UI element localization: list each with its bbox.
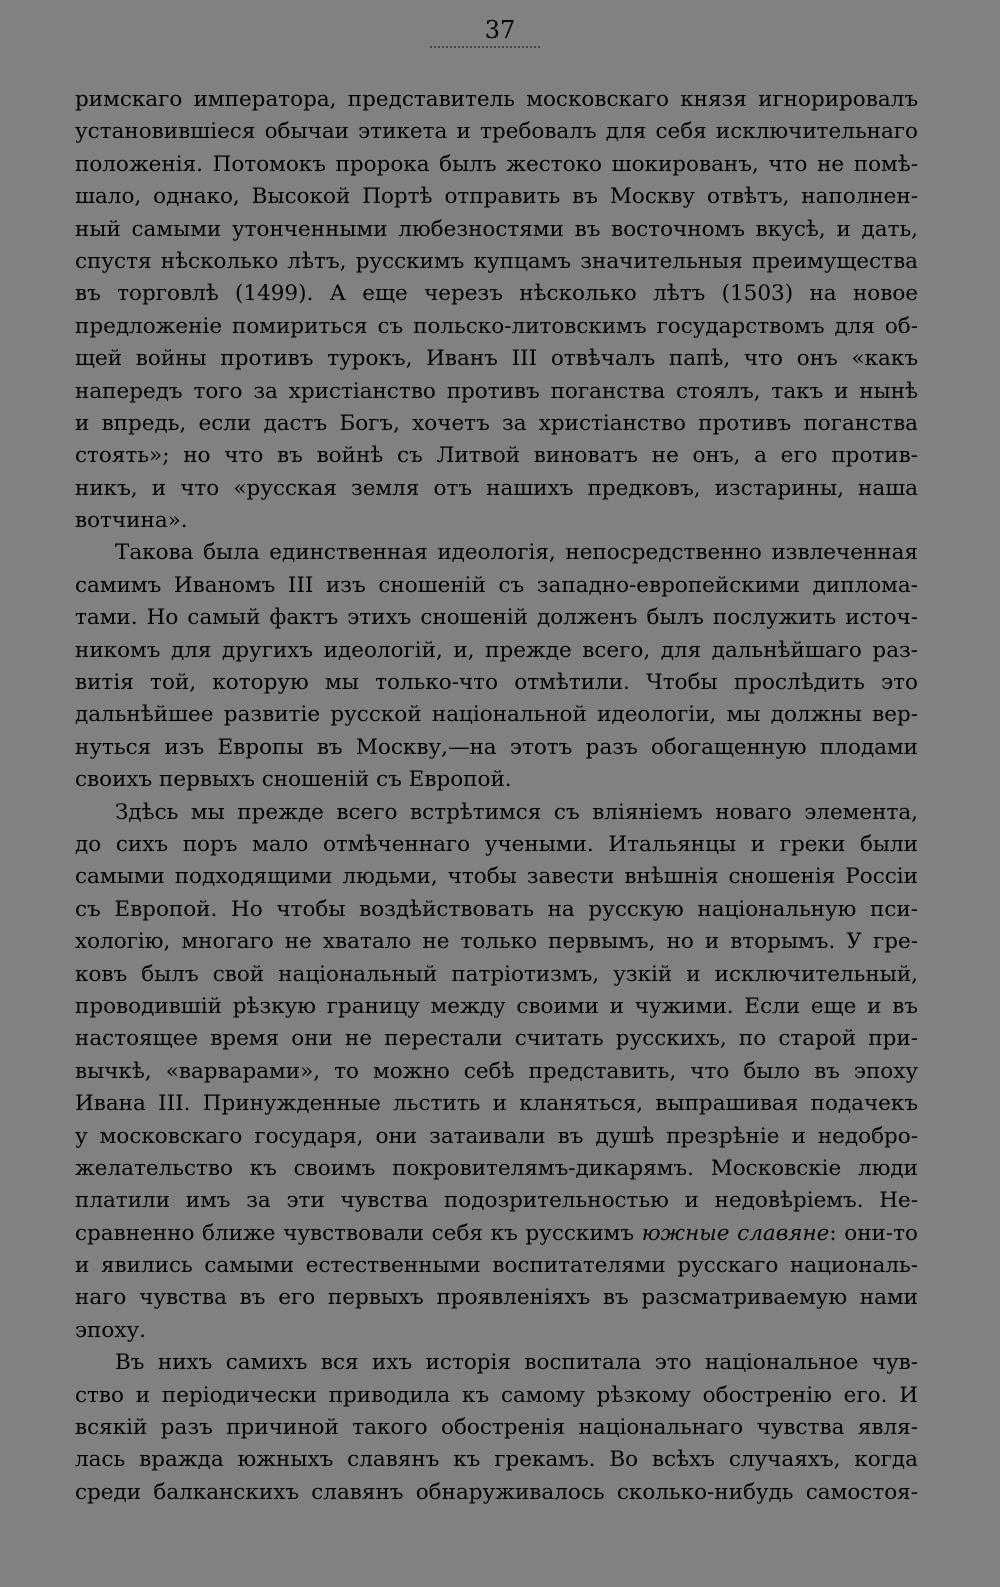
text-line: у московскаго государя, они затаивали въ душѣ презрѣніе и недобро-: [75, 1123, 918, 1149]
text-line: своихъ первыхъ сношеній съ Европой.: [75, 767, 512, 793]
italic-phrase: южные славяне: [641, 1220, 830, 1246]
text-line: платили имъ за эти чувства подозрительностью и недовѣріемъ. Не-: [75, 1188, 918, 1214]
text-line: съ Европой. Но чтобы воздѣйствовать на русскую національную пси-: [75, 896, 918, 922]
paragraph-3: [75, 797, 918, 1348]
text-line: въ торговлѣ (1499). А еще черезъ нѣсколько лѣтъ (1503) на новое: [75, 281, 918, 307]
text-line: витія той, которую мы только-что отмѣтили. Чтобы прослѣдить это: [75, 670, 918, 696]
text-line: проводившій рѣзкую границу между своими и чужими. Если еще и въ: [75, 993, 918, 1019]
text-line: установившіеся обычаи этикета и требовалъ для себя исключительнаго: [75, 119, 918, 145]
text-line: ный самыми утонченными любезностями въ восточномъ вкусѣ, и дать,: [75, 216, 918, 242]
text-line: Ивана III. Принужденные льстить и кланяться, выпрашивая подачекъ: [75, 1091, 918, 1117]
text-line: нуться изъ Европы въ Москву,—на этотъ разъ обогащенную плодами: [75, 734, 918, 760]
text-line: желательство къ своимъ покровителямъ-дикарямъ. Московскіе люди: [75, 1155, 918, 1181]
text-line: вотчина».: [75, 508, 188, 534]
text-line: никъ, и что «русская земля отъ нашихъ предковъ, изстарины, наша: [75, 475, 918, 501]
text-line: тами. Но самый фактъ этихъ сношеній долженъ былъ послужить источ-: [75, 605, 918, 631]
text-line-with-italic: [75, 1218, 918, 1250]
text-line: и явились самыми естественными воспитателями русскаго националь-: [75, 1253, 918, 1279]
text-line: спустя нѣсколько лѣтъ, русскимъ купцамъ значительныя преимущества: [75, 248, 918, 274]
text-line: ство и періодически приводила къ самому рѣзкому обостренію его. И: [75, 1382, 918, 1408]
text-line: напередъ того за христіанство противъ поганства стоялъ, такъ и нынѣ: [75, 378, 918, 404]
text-line: самимъ Иваномъ III изъ сношеній съ западно-европейскими диплома-: [75, 572, 918, 598]
text-line: никомъ для другихъ идеологій, и, прежде всего, для дальнѣйшаго раз-: [75, 637, 918, 663]
header-rule: [430, 46, 540, 48]
text-line: и впредь, если дастъ Богъ, хочетъ за христіанство противъ поганства: [75, 410, 918, 436]
paragraph-1: [75, 84, 918, 537]
text-line: Въ нихъ самихъ вся ихъ исторія воспитала это національное чув-: [115, 1350, 918, 1376]
text-line: Такова была единственная идеологія, непосредственно извлеченная: [115, 540, 918, 566]
text-line: эпоху.: [75, 1317, 146, 1343]
line-start: сравненно ближе чувствовали себя къ русскимъ: [75, 1220, 642, 1246]
paragraph-2: [75, 537, 918, 796]
text-line: Здѣсь мы прежде всего встрѣтимся съ вліяніемъ новаго элемента,: [115, 799, 918, 825]
text-line: дальнѣйшее развитіе русской національной идеологіи, мы должны вер-: [75, 702, 918, 728]
text-line: всякій разъ причиной такого обостренія національнаго чувства явля-: [75, 1415, 918, 1441]
line-end: : они-то: [829, 1220, 918, 1246]
text-line: до сихъ поръ мало отмѣченнаго учеными. Итальянцы и греки были: [75, 831, 918, 857]
text-line: настоящее время они не перестали считать русскихъ, по старой при-: [75, 1026, 918, 1052]
text-line: среди балканскихъ славянъ обнаруживалось сколько-нибудь самостоя-: [75, 1479, 918, 1505]
paragraph-4: [75, 1347, 918, 1509]
text-line: стоять»; но что въ войнѣ съ Литвой виноватъ не онъ, а его против-: [75, 443, 918, 469]
text-line: вычкѣ, «варварами», то можно себѣ представить, что было въ эпоху: [75, 1058, 918, 1084]
text-line: предложеніе помириться съ польско-литовскимъ государствомъ для об-: [75, 313, 918, 339]
text-line: ковъ былъ свой національный патріотизмъ, узкій и исключительный,: [75, 961, 918, 987]
text-line: хологію, многаго не хватало не только первымъ, но и вторымъ. У гре-: [75, 929, 918, 955]
text-line: лась вражда южныхъ славянъ къ грекамъ. Во всѣхъ случаяхъ, когда: [75, 1447, 918, 1473]
text-line: самыми подходящими людьми, чтобы завести внѣшнія сношенія Россіи: [75, 864, 918, 890]
text-line: положенія. Потомокъ пророка былъ жестоко шокированъ, что не помѣ-: [75, 151, 918, 177]
text-line: шало, однако, Высокой Портѣ отправить въ Москву отвѣтъ, наполнен-: [75, 184, 918, 210]
page-number: 37: [484, 16, 516, 44]
text-line: щей войны противъ турокъ, Иванъ III отвѣчалъ папѣ, что онъ «какъ: [75, 346, 918, 372]
text-line: наго чувства въ его первыхъ проявленіяхъ въ разсматриваемую нами: [75, 1285, 918, 1311]
body-text: [75, 84, 918, 1509]
text-line: римскаго императора, представитель московскаго князя игнорировалъ: [75, 87, 918, 112]
